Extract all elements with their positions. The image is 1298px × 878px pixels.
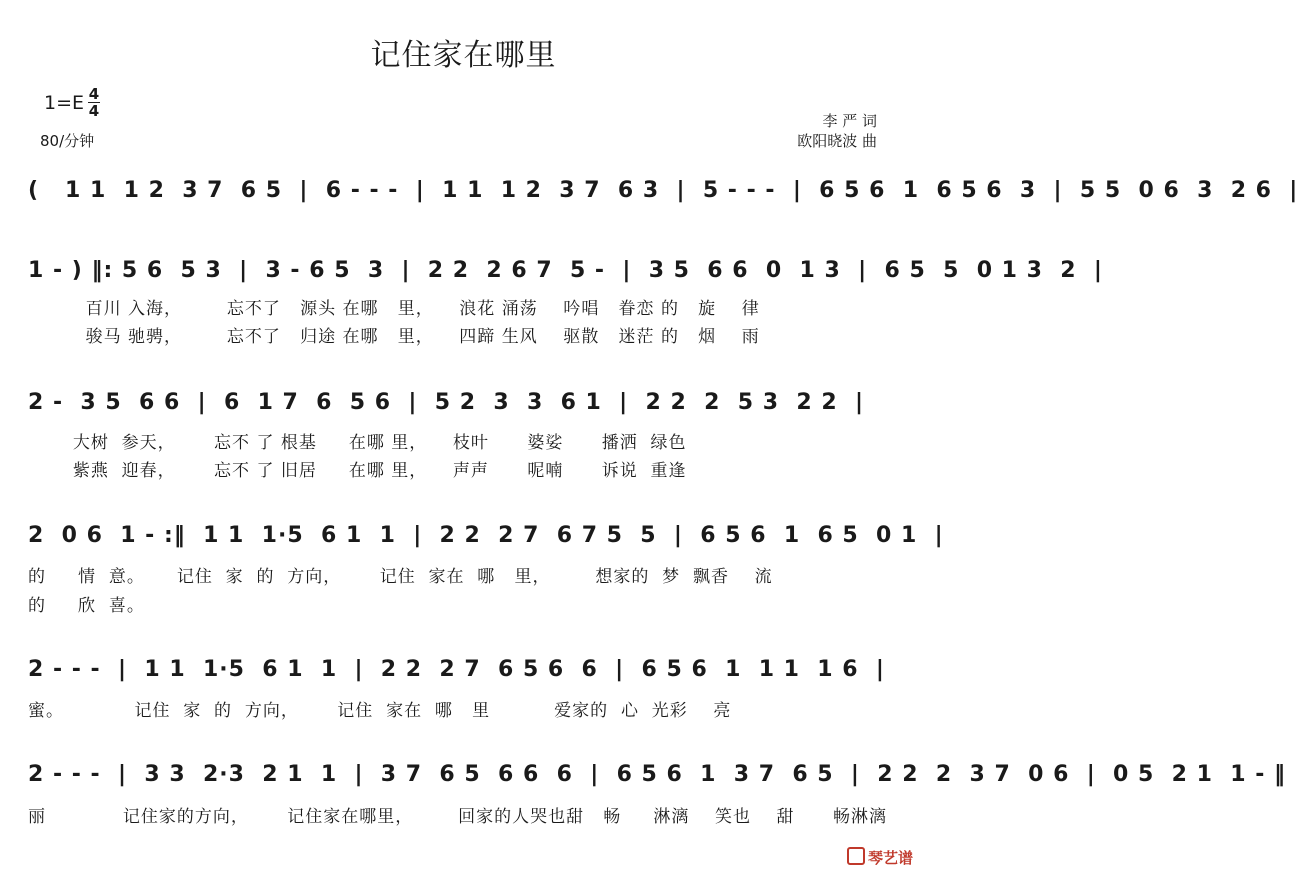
time-signature [88, 86, 100, 119]
score-row-3 [28, 385, 898, 485]
lyric-verse-1: 丽 记住家的方向， 记住家在哪里， 回家的人哭也甜 畅 淋漓 笑也 甜 畅淋漓 [28, 807, 887, 827]
lyric-verse-1: 大树 参天， 忘不 了 根基 在哪 里， 枝叶 婆娑 播洒 绿色 [28, 433, 687, 453]
watermark-text: 琴艺谱 [867, 849, 913, 867]
lyricist: 李 严 词 [822, 112, 877, 130]
song-title: 记住家在哪里 [370, 38, 557, 73]
score-row-4 [28, 520, 944, 620]
score-row-2 [28, 250, 1103, 350]
notation-line: 2 - - - | 3 3 2·3 2 1 1 | 3 7 6 5 6 6 6 | 6 5 6 1 3 7 6 5 | 2 2 2 3 7 0 6 | 0 5 2 1 1 - ‖ [28, 762, 1286, 787]
score-row-5 [28, 654, 898, 734]
notation-line: 2 0 6 1 - :‖ 1 1 1·5 6 1 1 | 2 2 2 7 6 7 5 5 | 6 5 6 1 6 5 0 1 | [28, 523, 944, 548]
notation-line: 2 - - - | 1 1 1·5 6 1 1 | 2 2 2 7 6 5 6 6 | 6 5 6 1 1 1 1 6 | [28, 657, 885, 682]
lyric-verse-1: 的 情 意。 记住 家 的 方向， 记住 家在 哪 里， 想家的 梦 飘香 流 [28, 567, 773, 587]
lyric-verse-2: 紫燕 迎春， 忘不 了 旧居 在哪 里， 声声 呢喃 诉说 重逢 [28, 461, 687, 481]
time-bottom: 4 [88, 102, 100, 120]
lyric-verse-1: 蜜。 记住 家 的 方向， 记住 家在 哪 里 爱家的 心 光彩 亮 [28, 701, 732, 721]
composer: 欧阳晓波 曲 [797, 132, 877, 150]
time-top: 4 [88, 85, 100, 103]
logo-icon [847, 847, 865, 865]
notation-line: ( 1 1 1 2 3 7 6 5 | 6 - - - | 1 1 1 2 3 7 6 3 | 5 - - - | 6 5 6 1 6 5 6 3 | 5 5 0 6 3 2 6 | [28, 178, 1298, 203]
watermark [847, 847, 913, 868]
score-row-6 [28, 760, 1286, 830]
key-signature [44, 86, 100, 119]
tempo: 80/分钟 [40, 132, 95, 150]
score-row-1 [28, 170, 1298, 230]
notation-line: 2 - 3 5 6 6 | 6 1 7 6 5 6 | 5 2 3 3 6 1 | 2 2 2 5 3 2 2 | [28, 390, 864, 415]
key-label: 1=E [44, 91, 85, 114]
lyric-verse-2: 骏马 驰骋， 忘不了 归途 在哪 里， 四蹄 生风 驱散 迷茫 的 烟 雨 [28, 327, 760, 347]
lyric-verse-2: 的 欣 喜。 [28, 596, 145, 616]
lyric-verse-1: 百川 入海， 忘不了 源头 在哪 里， 浪花 涌荡 吟唱 眷恋 的 旋 律 [28, 299, 760, 319]
notation-line: 1 - ) ‖: 5 6 5 3 | 3 - 6 5 3 | 2 2 2 6 7 5 - | 3 5 6 6 0 1 3 | 6 5 5 0 1 3 2 | [28, 258, 1103, 283]
